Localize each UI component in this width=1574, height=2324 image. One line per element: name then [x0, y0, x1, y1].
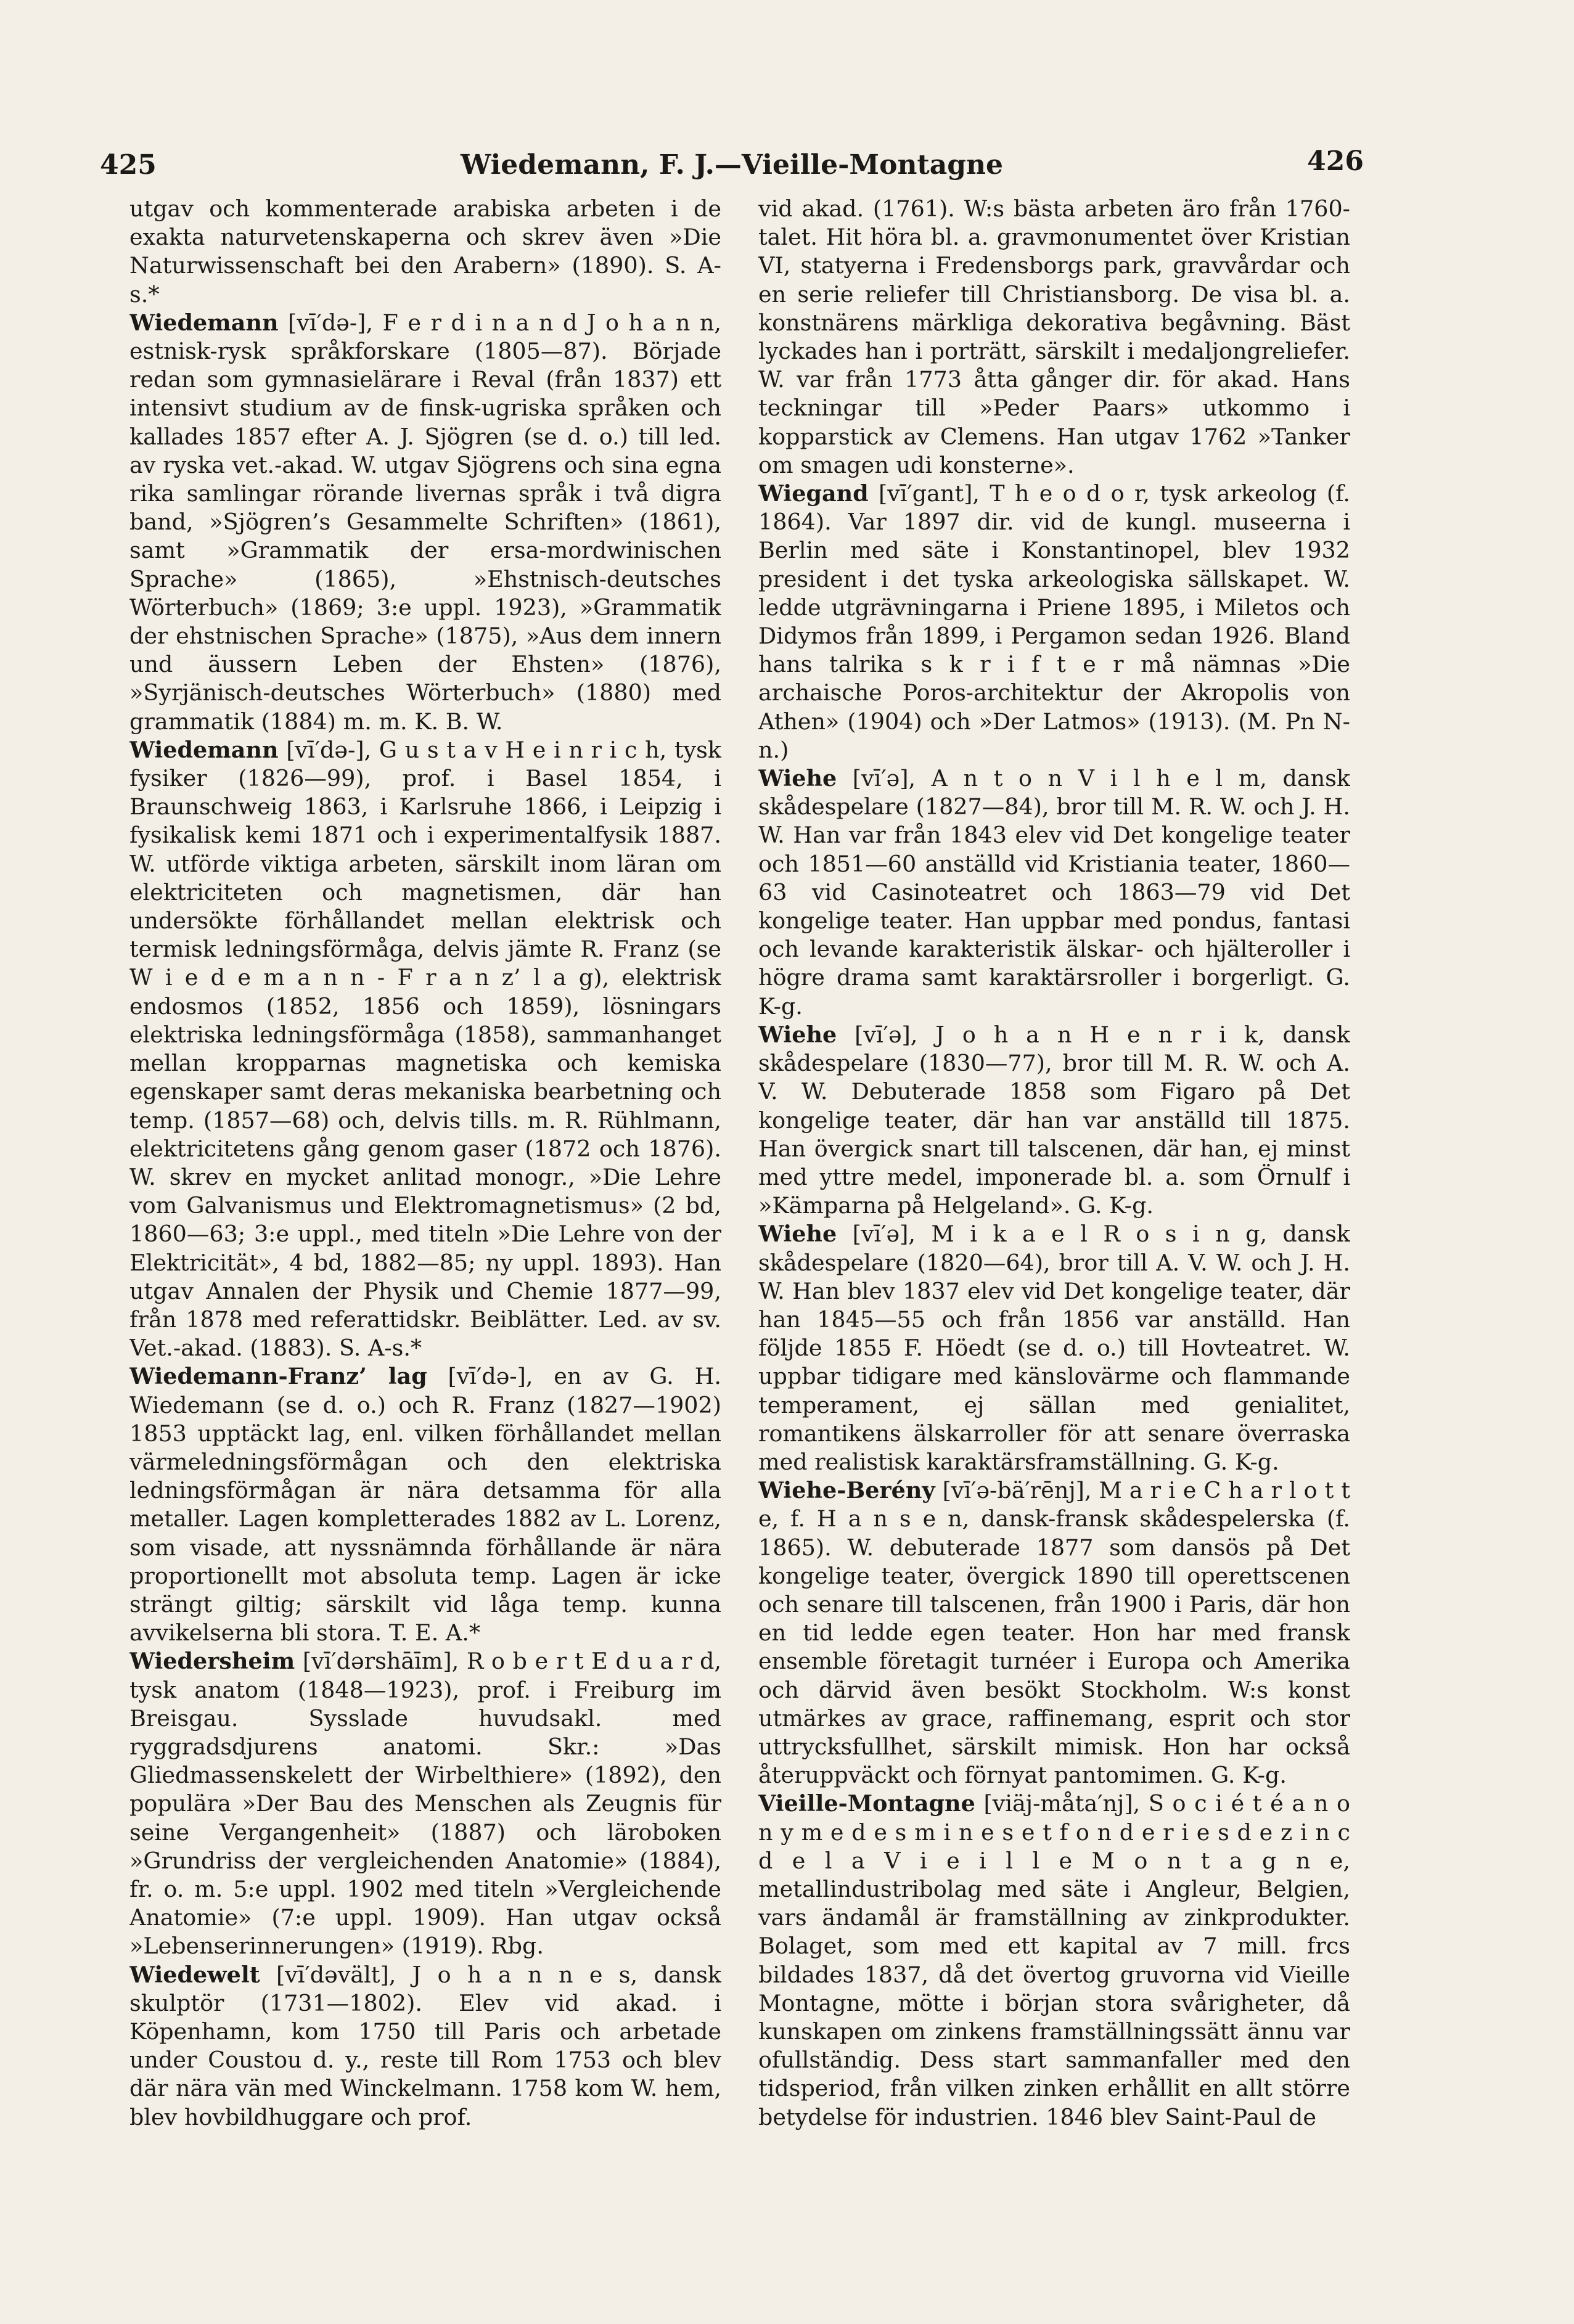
entry-vieille-montagne — [758, 1790, 1350, 2131]
page-header — [100, 145, 1364, 186]
entry-headword: Wiehe — [758, 1221, 837, 1248]
entry-text: [vī′ə], A n t o n V i l h e l m, dansk skådespelare (1827—84), bror till M. R. W. och J. H. W. Han var från 1843 elev vid Det kongelige teater och 1851—60 anställd vid Kristiania teater, 1860—63 vid Casinoteatret och 1863—79 vid Det kongelige teater. Han uppbar med pondus, fantasi och levande karakteristik älskar- och hjälteroller i högre drama samt karaktärsroller i borgerligt. G. K-g. — [758, 765, 1350, 1020]
entry-wiehe-mikael — [758, 1220, 1350, 1476]
entry-text: [vī′ə], M i k a e l R o s i n g, dansk skådespelare (1820—64), bror till A. V. W. och J. H. W. Han blev 1837 elev vid Det kongelige teater, där han 1845—55 och från 1856 var anställd. Han följde 1855 F. Höedt (se d. o.) till Hovteatret. W. uppbar tidigare med känslovärme och flammande temperament, ej sällan med genialitet, romantikens älskarroller för att senare överraska med realistisk karaktärsframställning. G. K-g. — [758, 1221, 1350, 1475]
entry-headword: Wiedewelt — [129, 1961, 260, 1988]
entry-text: [vī′gant], T h e o d o r, tysk arkeolog (f. 1864). Var 1897 dir. vid de kungl. museerna i Berlin med säte i Konstantinopel, blev 1932 president i det tyska arkeologiska sällskapet. W. ledde utgrävningarna i Priene 1895, i Miletos och Didymos från 1899, i Pergamon sedan 1926. Bland hans talrika s k r i f t e r må nämnas »Die archaische Poros-architektur der Akropolis von Athen» (1904) och »Der Latmos» (1913). (M. Pn N-n.) — [758, 480, 1350, 763]
entry-wiegand — [758, 480, 1350, 764]
entry-text: [vī′ə], J o h a n H e n r i k, dansk skådespelare (1830—77), bror till M. R. W. och A. V. W. Debuterade 1858 som Figaro på Det kongelige teater, där han var anställd till 1875. Han övergick snart till talscenen, där han, ej minst med yttre medel, imponerade bl. a. som Örnulf i »Kämparna på Helgeland». G. K-g. — [758, 1021, 1350, 1219]
entry-wiehe-anton — [758, 764, 1350, 1021]
entry-wiehe-johan — [758, 1021, 1350, 1220]
entry-headword: Wiehe — [758, 1021, 837, 1048]
entry-text: utgav och kommenterade arabiska arbeten i de exakta naturvetenskaperna och skrev även »Die Naturwissenschaft bei den Arabern» (1890). S. A-s.* — [129, 195, 721, 308]
entry-text: [vī′də-], G u s t a v H e i n r i c h, tysk fysiker (1826—99), prof. i Basel 1854, i Braunschweig 1863, i Karlsruhe 1866, i Leipzig i fysikalisk kemi 1871 och i experimentalfysik 1887. W. utförde viktiga arbeten, särskilt inom läran om elektriciteten och magnetismen, där han undersökte förhållandet mellan elektrisk och termisk ledningsförmåga, delvis jämte R. Franz (se W i e d e m a n n - F r a n z’ l a g), elektrisk endosmos (1852, 1856 och 1859), lösningars elektriska ledningsförmåga (1858), sammanhanget mellan kropparnas magnetiska och kemiska egenskaper samt deras mekaniska bearbetning och temp. (1857—68) och, delvis tills. m. R. Rühlmann, elektricitetens gång genom gaser (1872 och 1876). W. skrev en mycket anlitad monogr., »Die Lehre vom Galvanismus und Elektromagnetismus» (2 bd, 1860—63; 3:e uppl., med titeln »Die Lehre von der Elektricität», 4 bd, 1882—85; ny uppl. 1893). Han utgav Annalen der Physik und Chemie 1877—99, från 1878 med referattidskr. Beiblätter. Led. av sv. Vet.-akad. (1883). S. A-s.* — [129, 736, 721, 1362]
entry-wiedemann-gustav — [129, 736, 721, 1362]
page-number-right: 426 — [1307, 145, 1364, 177]
entry-headword: Wiedemann — [129, 736, 279, 763]
entry-text: [vī′ə-bä′rēnj], M a r i e C h a r l o t t e, f. H a n s e n, dansk-fransk skådespelerska (f. 1865). W. debuterade 1877 som dansös på Det kongelige teater, övergick 1890 till operettscenen och senare till talscenen, från 1900 i Paris, där hon en tid ledde egen teater. Hon har med fransk ensemble företagit turnéer i Europa och Amerika och därvid även besökt Stockholm. W:s konst utmärkes av grace, raffinemang, esprit och stor uttrycksfullhet, särskilt mimisk. Hon har också återuppväckt och förnyat pantomimen. G. K-g. — [758, 1477, 1350, 1789]
entry-text: vid akad. (1761). W:s bästa arbeten äro från 1760-talet. Hit höra bl. a. gravmonumentet över Kristian VI, statyerna i Fredensborgs park, gravvårdar och en serie reliefer till Christiansborg. De visa bl. a. konstnärens märkliga dekorativa begåvning. Bäst lyckades han i porträtt, särskilt i medaljongreliefer. W. var från 1773 åtta gånger dir. för akad. Hans teckningar till »Peder Paars» utkommo i kopparstick av Clemens. Han utgav 1762 »Tanker om smagen udi konsterne». — [758, 195, 1350, 478]
entry-text: [vī′də-], F e r d i n a n d J o h a n n, estnisk-rysk språkforskare (1805—87). Började redan som gymnasielärare i Reval (från 1837) ett intensivt studium av de finsk-ugriska språken och kallades 1857 efter A. J. Sjögren (se d. o.) till led. av ryska vet.-akad. W. utgav Sjögrens och sina egna rika samlingar rörande livernas språk i två digra band, »Sjögren’s Gesammelte Schriften» (1861), samt »Grammatik der ersa-mordwinischen Sprache» (1865), »Ehstnisch-deutsches Wörterbuch» (1869; 3:e uppl. 1923), »Grammatik der ehstnischen Sprache» (1875), »Aus dem innern und äussern Leben der Ehsten» (1876), »Syrjänisch-deutsches Wörterbuch» (1880) med grammatik (1884) m. m. K. B. W. — [129, 309, 721, 735]
entry-headword: Wiedemann-Franz’ lag — [129, 1363, 427, 1390]
entry-wiehe-bereny — [758, 1476, 1350, 1790]
entry — [758, 195, 1350, 480]
entry-headword: Wiedersheim — [129, 1648, 295, 1675]
entry-text: [vī′dəvält], J o h a n n e s, dansk skulptör (1731—1802). Elev vid akad. i Köpenhamn, kom 1750 till Paris och arbetade under Coustou d. y., reste till Rom 1753 och blev där nära vän med Winckelmann. 1758 kom W. hem, blev hovbildhuggare och prof. — [129, 1961, 721, 2130]
entry-wiedemann-ferdinand — [129, 309, 721, 736]
running-head: Wiedemann, F. J.—Vieille-Montagne — [460, 149, 1004, 181]
left-column — [129, 195, 721, 2223]
entry-wiedemann-franz-lag — [129, 1362, 721, 1647]
entry-headword: Wiehe-Berény — [758, 1477, 935, 1504]
entry-headword: Vieille-Montagne — [758, 1790, 975, 1817]
entry-text: [viäj-måta′nj], S o c i é t é a n o n y m e d e s m i n e s e t f o n d e r i e s d e z i n c d e l a V i e i l l e M o n t a g n e, metallindustribolag med säte i Angleur, Belgien, vars ändamål är framställning av zinkprodukter. Bolaget, som med ett kapital av 7 mill. frcs bildades 1837, då det övertog gruvorna vid Vieille Montagne, mötte i början stora svårigheter, då kunskapen om zinkens framställningssätt ännu var ofullständig. Dess start sammanfaller med den tidsperiod, från vilken zinken erhållit en allt större betydelse för industrien. 1846 blev Saint-Paul de — [758, 1790, 1350, 2130]
entry-headword: Wiedemann — [129, 309, 279, 336]
right-column — [758, 195, 1350, 2223]
entry-wiedewelt — [129, 1961, 721, 2132]
entry-headword: Wiegand — [758, 480, 869, 507]
entry — [129, 195, 721, 309]
entry-text: [vī′dərshāīm], R o b e r t E d u a r d, tysk anatom (1848—1923), prof. i Freiburg im Breisgau. Sysslade huvudsakl. med ryggradsdjurens anatomi. Skr.: »Das Gliedmassenskelett der Wirbelthiere» (1892), den populära »Der Bau des Menschen als Zeugnis für seine Vergangenheit» (1887) och läroboken »Grundriss der vergleichenden Anatomie» (1884), fr. o. m. 5:e uppl. 1902 med titeln »Vergleichende Anatomie» (7:e uppl. 1909). Han utgav också »Lebenserinnerungen» (1919). Rbg. — [129, 1648, 721, 1960]
entry-wiedersheim — [129, 1647, 721, 1960]
entry-text: [vī′də-], en av G. H. Wiedemann (se d. o.) och R. Franz (1827—1902) 1853 upptäckt lag, enl. vilken förhållandet mellan värmeledningsförmågan och den elektriska ledningsförmågan är nära detsamma för alla metaller. Lagen kompletterades 1882 av L. Lorenz, som visade, att nyssnämnda förhållande är nära proportionellt mot absoluta temp. Lagen är icke strängt giltig; särskilt vid låga temp. kunna avvikelserna bli stora. T. E. A.* — [129, 1363, 721, 1647]
entry-headword: Wiehe — [758, 765, 837, 792]
page-number-left: 425 — [100, 149, 157, 181]
